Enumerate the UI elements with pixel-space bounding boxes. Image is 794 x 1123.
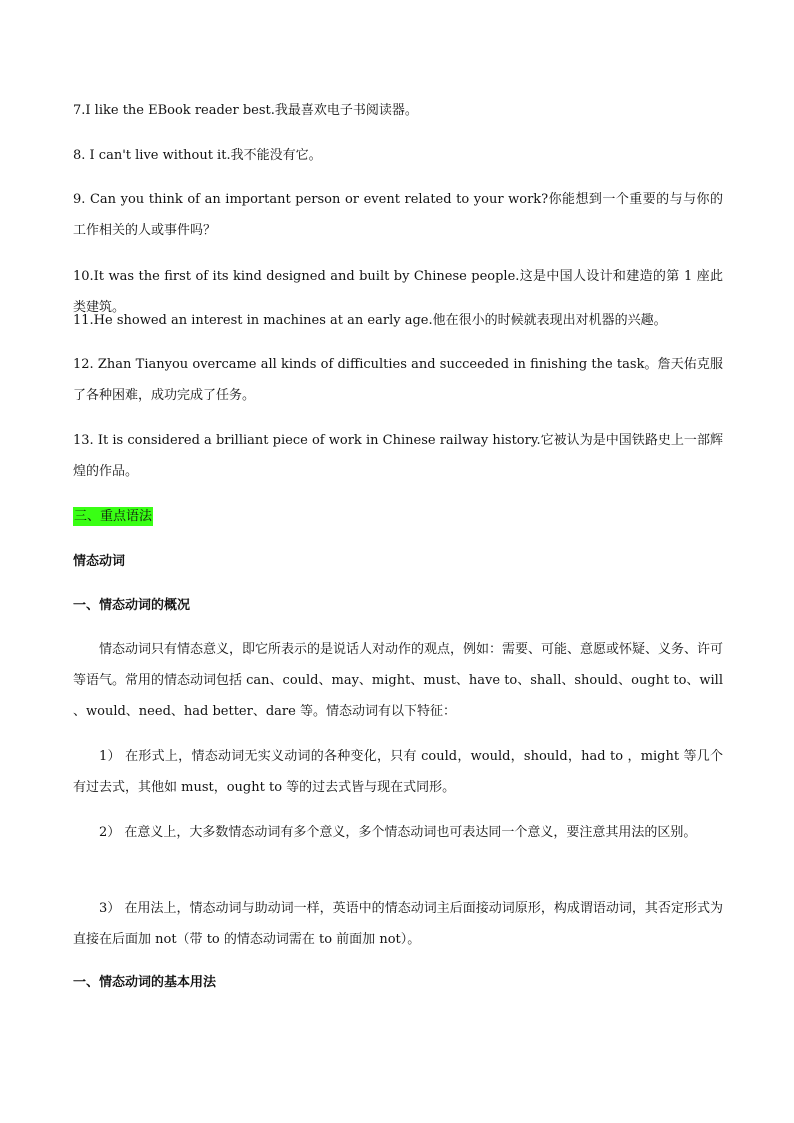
sentence-9: 9. Can you think of an important person or event related to your work?你能想到一个重要的与与你的工作相关的人或事件吗？: [73, 192, 723, 238]
feature-3: 3） 在用法上，情态动词与助动词一样，英语中的情态动词主后面接动词原形，构成谓语动词，其否定形式为直接在后面加 not（带 to 的情态动词需在 to 前面加 not）。: [73, 901, 723, 947]
subheading-overview: 一、情态动词的概况: [73, 598, 191, 613]
sentence-11: 11.He showed an interest in machines at an early age.他在很小的时候就表现出对机器的兴趣。: [73, 313, 667, 328]
topic-title: 情态动词: [73, 554, 126, 569]
section-heading-container: [73, 501, 723, 532]
sentence-8: 8. I can't live without it.我不能没有它。: [73, 148, 322, 163]
section-heading: 三、重点语法: [74, 509, 153, 524]
sentence-12: 12. Zhan Tianyou overcame all kinds of difficulties and succeeded in finishing the task。詹天佑克服了各种困难，成功完成了任务。: [73, 357, 723, 403]
feature-2: 2） 在意义上，大多数情态动词有多个意义，多个情态动词也可表达同一个意义，要注意其用法的区别。: [99, 825, 697, 840]
sentence-7: 7.I like the EBook reader best.我最喜欢电子书阅读器。: [73, 103, 418, 118]
sentence-13: 13. It is considered a brilliant piece of work in Chinese railway history.它被认为是中国铁路史上一部辉煌的作品。: [73, 433, 723, 479]
feature-1: 1） 在形式上，情态动词无实义动词的各种变化，只有 could，would，should，had to ，might 等几个有过去式，其他如 must，ought to 等的过去式皆与现在式同形。: [73, 749, 723, 795]
intro-paragraph: 情态动词只有情态意义，即它所表示的是说话人对动作的观点，例如：需要、可能、意愿或怀疑、义务、许可等语气。常用的情态动词包括 can、could、may、might、must、have to、shall、should、ought to、will 、would、need、had better、dare 等。情态动词有以下特征：: [73, 642, 724, 719]
subheading-basic-usage: 一、情态动词的基本用法: [73, 975, 217, 990]
sentence-10: 10.It was the first of its kind designed and built by Chinese people.这是中国人设计和建造的第 1 座此类建筑。: [73, 269, 723, 315]
